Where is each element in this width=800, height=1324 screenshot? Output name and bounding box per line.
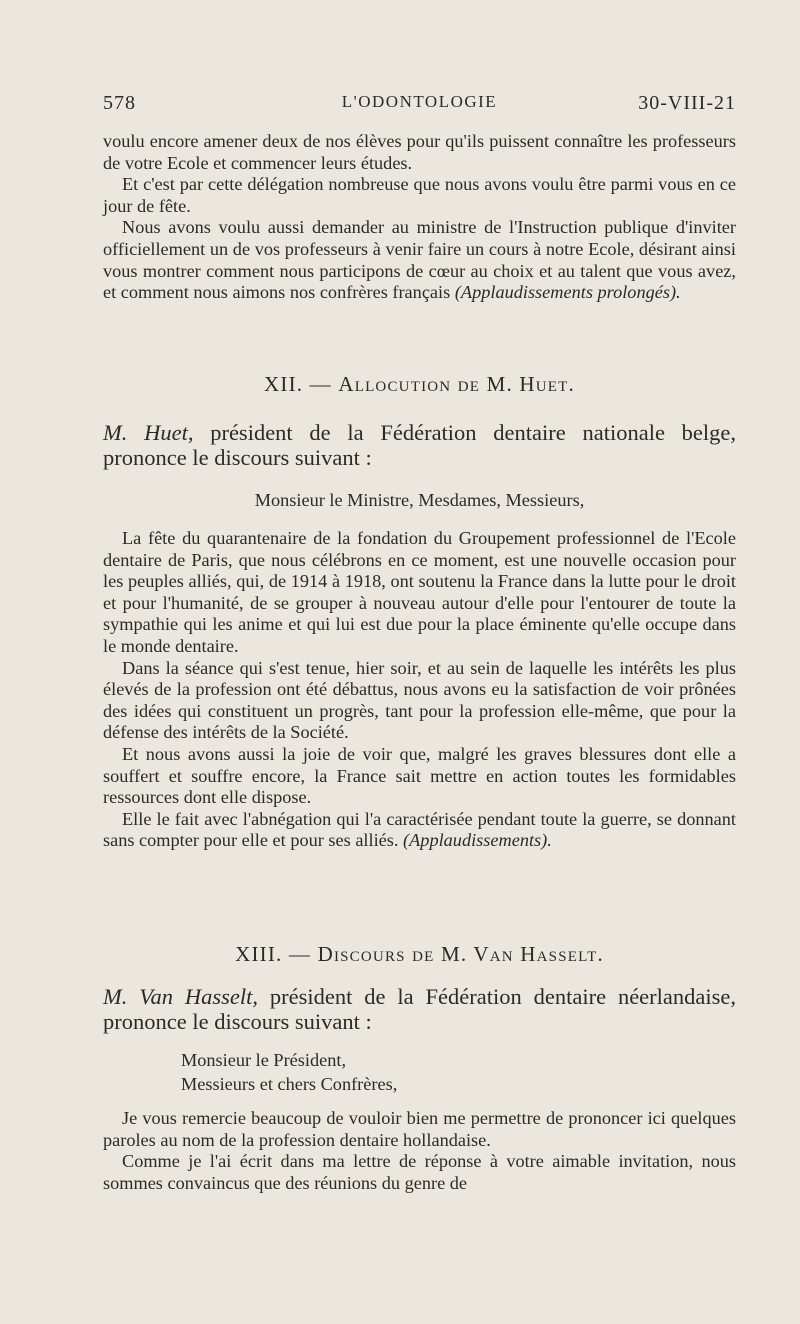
speech-text-huet (103, 528, 736, 852)
paragraph: voulu encore amener deux de nos élèves pour qu'ils puissent connaître les professeurs de votre Ecole et commencer leurs études. (103, 131, 736, 173)
speaker-intro-text: président de la Fédération dentaire néerlandaise, prononce le discours suivant : (103, 984, 737, 1034)
paragraph: Je vous remercie beaucoup de vouloir bien me permettre de prononcer ici quelques paroles au nom de la profession dentaire hollandaise. (103, 1108, 736, 1150)
salutation-line: Messieurs et chers Confrères, (181, 1074, 398, 1094)
speaker-intro (103, 984, 736, 1034)
issue-date: 30-VIII-21 (638, 92, 736, 114)
salutation (181, 1048, 397, 1096)
section-title: Discours de M. Van Hasselt. (317, 942, 604, 966)
intro-text-block (103, 131, 736, 304)
salutation-line: Monsieur le Président, (181, 1050, 347, 1070)
paragraph-text: Elle le fait avec l'abnégation qui l'a caractérisée pendant toute la guerre, se donnant sans compter pour elle et pour ses alliés. (103, 808, 736, 851)
section-title: Allocution de M. Huet. (338, 372, 575, 396)
speaker-name: M. Van Hasselt, (103, 984, 259, 1009)
paragraph: Comme je l'ai écrit dans ma lettre de réponse à votre aimable invitation, nous sommes convaincus que des réunions du genre de (103, 1151, 736, 1193)
running-title: L'ODONTOLOGIE (341, 92, 498, 111)
paragraph: Dans la séance qui s'est tenue, hier soir, et au sein de laquelle les intérêts les plus élevés de la profession ont été débattus, nous avons eu la satisfaction de voir prônées des idées qui constituent un progrès, tant pour la profession elle-même, que pour la défense des intérêts de la Société. (103, 657, 736, 743)
paragraph: Et nous avons aussi la joie de voir que, malgré les graves blessures dont elle a souffert et souffre encore, la France sait mettre en action toutes les formidables ressources dont elle dispose. (103, 743, 736, 808)
paragraph (103, 809, 736, 852)
page-number: 578 (103, 92, 136, 114)
running-header (103, 92, 736, 120)
speaker-intro-text: président de la Fédération dentaire nationale belge, prononce le discours suivant : (103, 420, 737, 470)
section-heading-xii (103, 372, 736, 397)
applause-note: (Applaudissements). (403, 830, 552, 851)
salutation: Monsieur le Ministre, Mesdames, Messieurs, (254, 490, 585, 510)
section-heading-xiii (103, 942, 736, 967)
paragraph: Et c'est par cette délégation nombreuse que nous avons voulu être parmi vous en ce jour de fête. (103, 174, 736, 216)
paragraph: La fête du quarantenaire de la fondation du Groupement professionnel de l'Ecole dentaire de Paris, que nous célébrons en ce moment, est une nouvelle occasion pour les peuples alliés, qui, de 1914 à 1918, ont soutenu la France dans la lutte pour le droit et pour l'humanité, de se grouper à nouveau autour d'elle pour l'entourer de toute la sympathie qui les anime et qui lui est due pour la place éminente qu'elle occupe dans le monde dentaire. (103, 528, 736, 656)
paragraph-text: Nous avons voulu aussi demander au ministre de l'Instruction publique d'inviter officiellement un de vos professeurs à venir faire un cours à notre Ecole, désirant ainsi vous montrer comment nous participons de cœur au choix et au talent que vous avez, et comment nous aimons nos confrères français (103, 217, 736, 303)
speech-text-van-hasselt (103, 1108, 736, 1194)
speaker-name: M. Huet, (103, 420, 194, 445)
section-numeral: XII. — (264, 372, 332, 396)
paragraph (103, 217, 736, 303)
speaker-intro (103, 420, 736, 470)
section-numeral: XIII. — (235, 942, 312, 966)
applause-note: (Applaudissements prolongés). (454, 282, 681, 303)
